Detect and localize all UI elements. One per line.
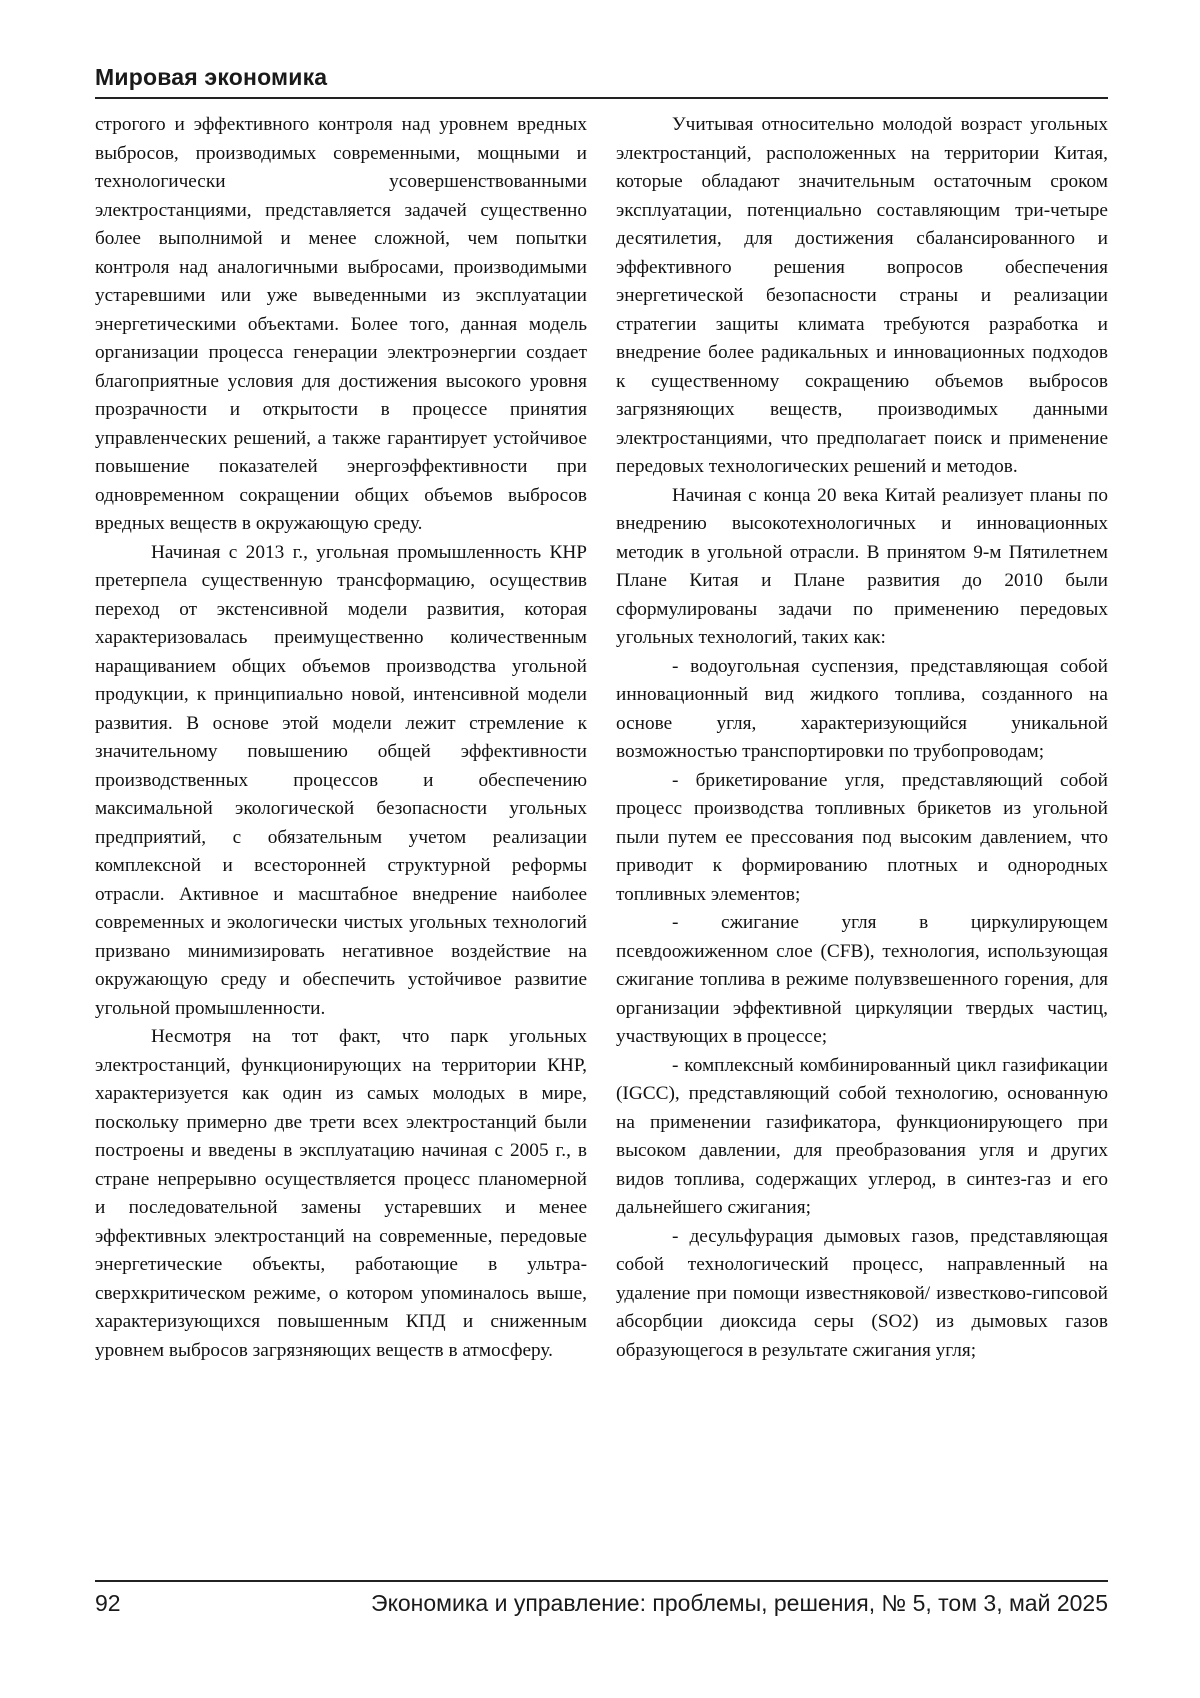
right-column (616, 111, 1108, 1365)
page-number: 92 (95, 1590, 121, 1616)
left-column (95, 111, 587, 1365)
paragraph: Несмотря на тот факт, что парк угольных электростанций, функционирующих на территории КНР, характеризуется как один из самых молодых в мире, поскольку примерно две трети всех электростанций были построены и введены в эксплуатацию начиная с 2005 г., в стране непрерывно осуществляется процесс планомерной и последовательной замены устаревших и менее эффективных электростанций на современные, передовые энергетические объекты, работающие в ультра-сверхкритическом режиме, о котором упоминалось выше, характеризующихся повышенным КПД и сниженным уровнем выбросов загрязняющих веществ в атмосферу. (95, 1026, 587, 1361)
header-rule (95, 97, 1108, 99)
paragraph: Начиная с 2013 г., угольная промышленность КНР претерпела существенную трансформацию, осуществив переход от экстенсивной модели развития, которая характеризовалась преимущественно количественным наращиванием общих объемов производства угольной продукции, к принципиально новой, интенсивной модели развития. В основе этой модели лежит стремление к значительному повышению общей эффективности производственных процессов и обеспечению максимальной экологической безопасности угольных предприятий, с обязательным учетом реализации комплексной и всесторонней структурной реформы отрасли. Активное и масштабное внедрение наиболее современных и экологически чистых угольных технологий призвано минимизировать негативное воздействие на окружающую среду и обеспечить устойчивое развитие угольной промышленности. (95, 541, 587, 1019)
paragraph: строгого и эффективного контроля над уровнем вредных выбросов, производимых современными, мощными и технологически усовершенствованными электростанциями, представляется задачей существенно более выполнимой и менее сложной, чем попытки контроля над аналогичными выбросами, производимыми устаревшими или уже выведенными из эксплуатации энергетическими объектами. Более того, данная модель организации процесса генерации электроэнергии создает благоприятные условия для достижения высокого уровня прозрачности и открытости в процессе принятия управленческих решений, а также гарантирует устойчивое повышение показателей энергоэффективности при одновременном сокращении общих объемов выбросов вредных веществ в окружающую среду. (95, 114, 587, 534)
paragraph: Учитывая относительно молодой возраст угольных электростанций, расположенных на территории Китая, которые обладают значительным остаточным сроком эксплуатации, потенциально составляющим три-четыре десятилетия, для достижения сбалансированного и эффективного решения вопросов обеспечения энергетической безопасности страны и реализации стратегии защиты климата требуются разработка и внедрение более радикальных и инновационных подходов к существенному сокращению объемов выбросов загрязняющих веществ, производимых данными электростанциями, что предполагает поиск и применение передовых технологических решений и методов. (616, 114, 1108, 477)
paragraph: Начиная с конца 20 века Китай реализует планы по внедрению высокотехнологичных и инновационных методик в угольной отрасли. В принятом 9-м Пятилетнем Плане Китая и Плане развития до 2010 были сформулированы задачи по применению передовых угольных технологий, таких как: (616, 484, 1108, 648)
list-item: - комплексный комбинированный цикл газификации (IGCC), представляющий собой технологию, основанную на применении газификатора, функционирующего при высоком давлении, для преобразования угля и других видов топлива, содержащих углерод, в синтез-газ и его дальнейшего сжигания; (616, 1054, 1108, 1218)
list-item: - водоугольная суспензия, представляющая собой инновационный вид жидкого топлива, созданного на основе угля, характеризующийся уникальной возможностью транспортировки по трубопроводам; (616, 655, 1108, 762)
journal-title: Экономика и управление: проблемы, решения, № 5, том 3, май 2025 (371, 1590, 1108, 1616)
list-item: - брикетирование угля, представляющий собой процесс производства топливных брикетов из угольной пыли путем ее прессования под высоким давлением, что приводит к формированию плотных и однородных топливных элементов; (616, 769, 1108, 905)
footer-rule (95, 1580, 1108, 1582)
list-item: - сжигание угля в циркулирующем псевдоожиженном слое (CFB), технология, использующая сжигание топлива в режиме полувзвешенного горения, для организации эффективной циркуляции твердых частиц, участвующих в процессе; (616, 912, 1108, 1047)
section-title: Мировая экономика (95, 64, 328, 90)
list-item: - десульфурация дымовых газов, представляющая собой технологический процесс, направленный на удаление при помощи известняковой/ известково-гипсовой абсорбции диоксида серы (SO2) из дымовых газов образующегося в результате сжигания угля; (616, 1225, 1108, 1361)
